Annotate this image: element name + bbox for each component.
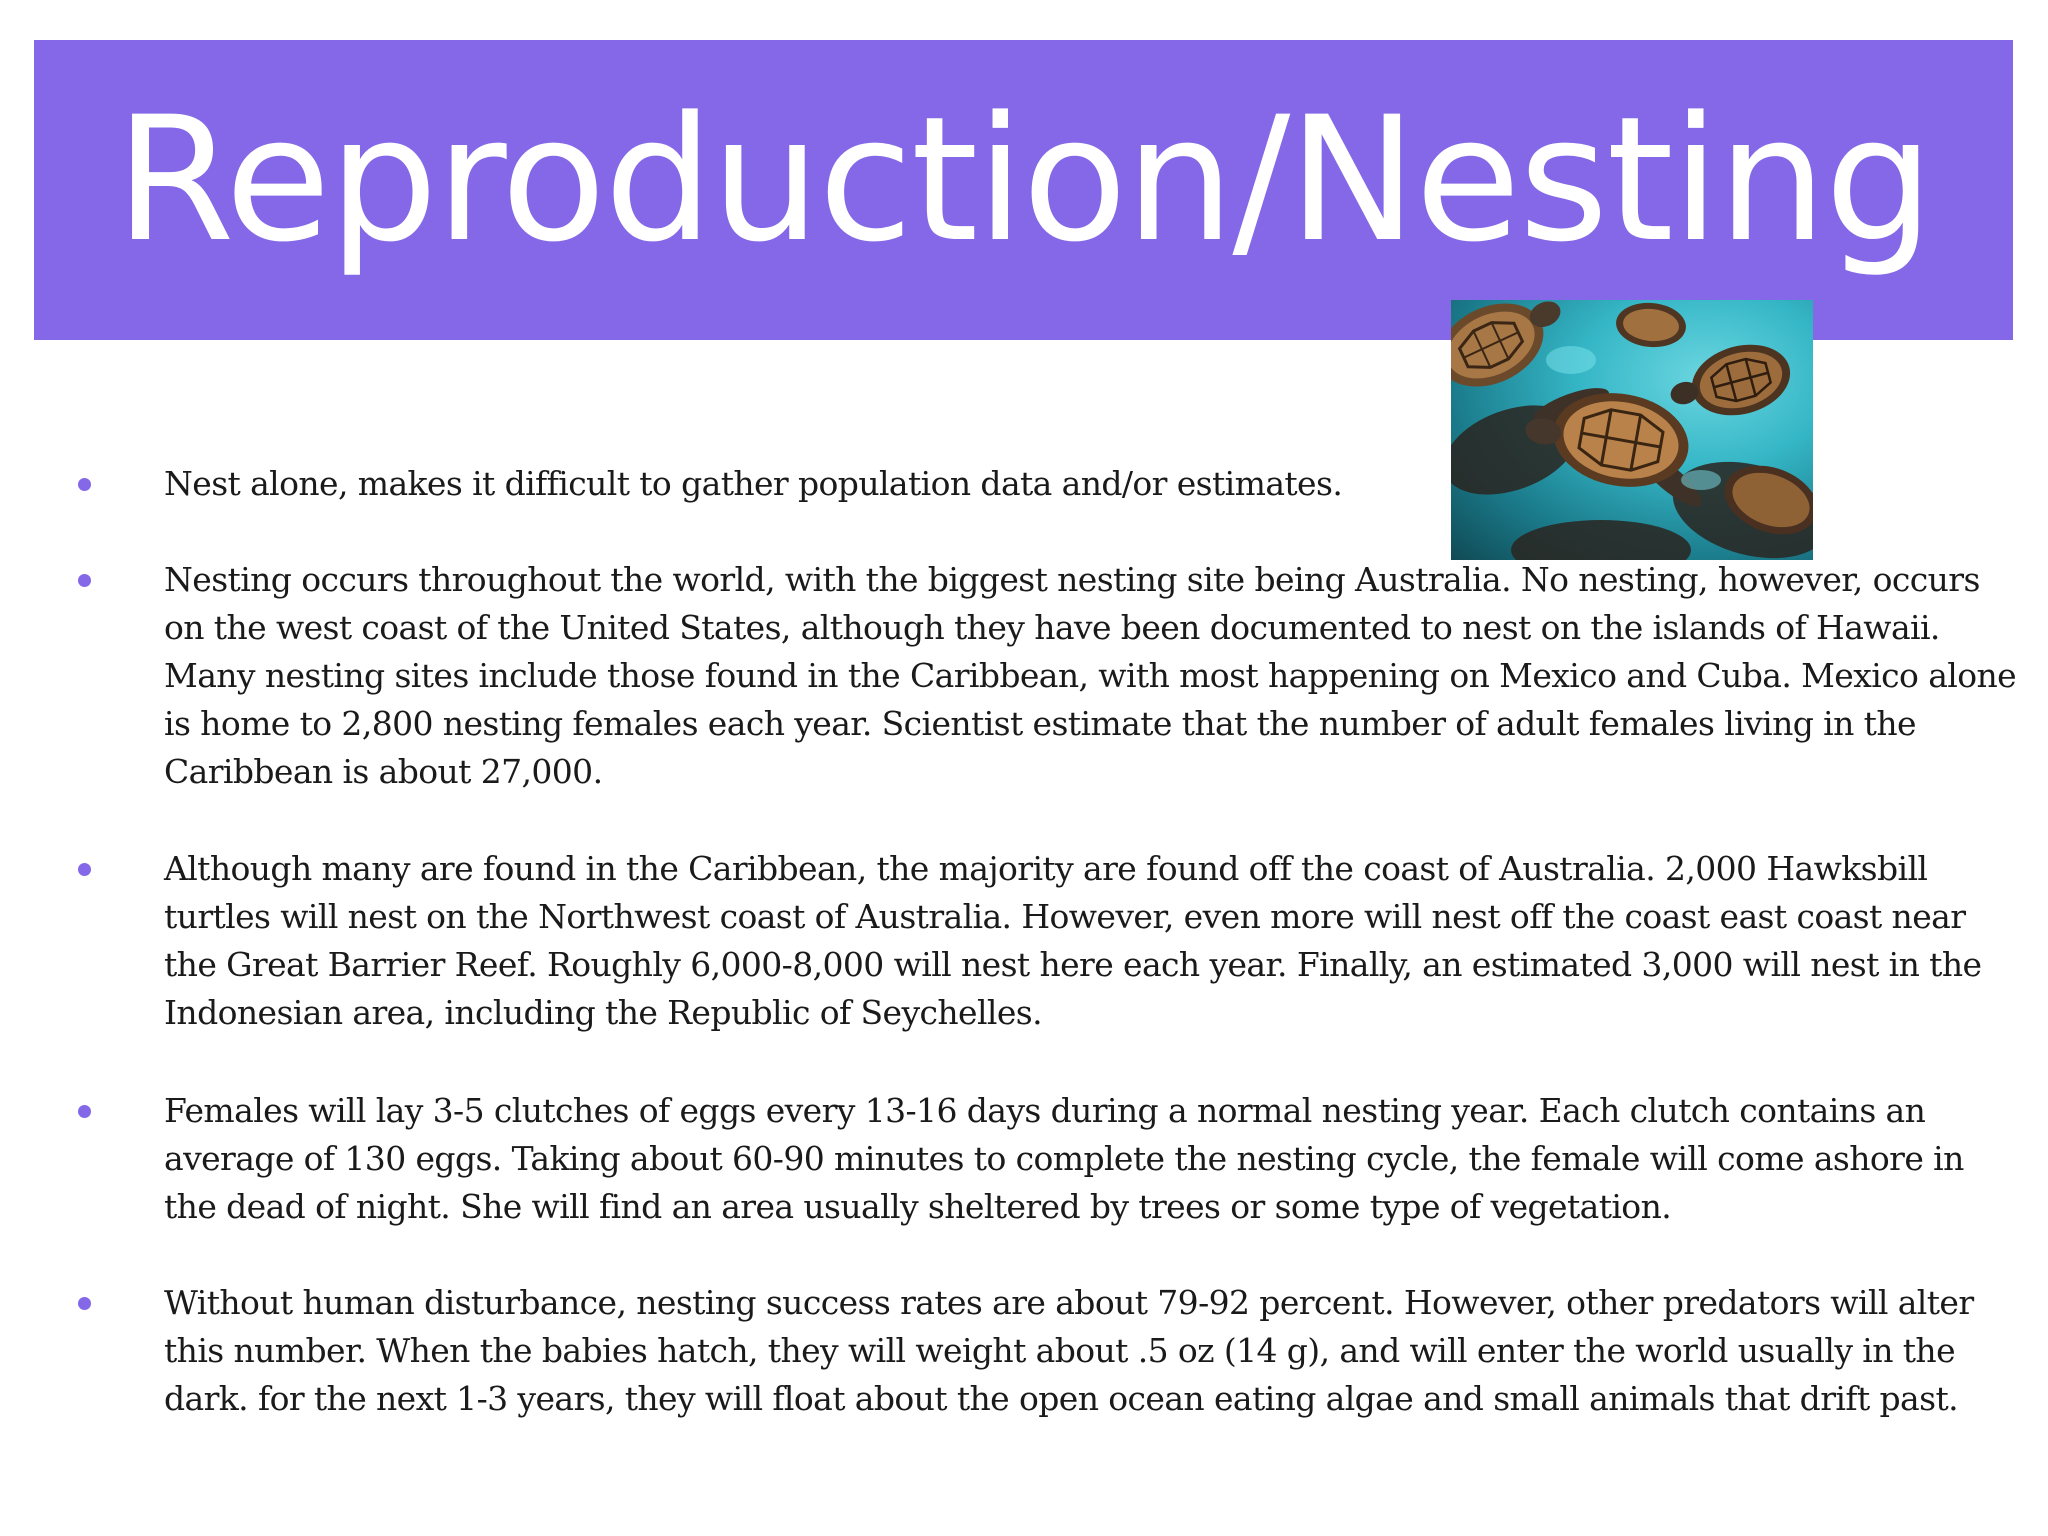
bullet-dot	[78, 478, 91, 491]
bullet-text: Without human disturbance, nesting success rates are about 79-92 percent. However, other predators will alter this number. When the babies hatch, they will weight about .5 oz (14 g), and will enter the world usually in the dark. for the next 1-3 years, they will float about the open ocean eating algae and small animals that drift past.	[164, 1283, 1974, 1418]
sea-turtle-icon	[1451, 300, 1813, 560]
bullet-text: Nesting occurs throughout the world, with the biggest nesting site being Australia. No nesting, however, occurs on the west coast of the United States, although they have been documented to nest on the islands of Hawaii. Many nesting sites include those found in the Caribbean, with most happening on Mexico and Cuba. Mexico alone is home to 2,800 nesting females each year. Scientist estimate that the number of adult females living in the Caribbean is about 27,000.	[164, 560, 2017, 791]
bullet-text: Although many are found in the Caribbean, the majority are found off the coast of Australia. 2,000 Hawksbill turtles will nest on the Northwest coast of Australia. However, even more will nest off the coast east coast near the Great Barrier Reef. Roughly 6,000-8,000 will nest here each year. Finally, an estimated 3,000 will nest in the Indonesian area, including the Republic of Seychelles.	[164, 849, 1982, 1032]
bullet-text: Nest alone, makes it difficult to gather population data and/or estimates.	[164, 464, 1343, 503]
bullet-dot	[78, 1105, 91, 1118]
bullet-dot	[78, 1297, 91, 1310]
slide-title: Reproduction/Nesting	[115, 79, 1932, 280]
bullet-dot	[78, 863, 91, 876]
bullet-text: Females will lay 3-5 clutches of eggs every 13-16 days during a normal nesting year. Each clutch contains an average of 130 eggs. Taking about 60-90 minutes to complete the nesting cycle, the female will come ashore in the dead of night. She will find an area usually sheltered by trees or some type of vegetation.	[164, 1091, 1964, 1226]
title-banner	[34, 40, 2013, 340]
bullet-dot	[78, 574, 91, 587]
turtle-hatchlings-photo	[1451, 300, 1813, 560]
